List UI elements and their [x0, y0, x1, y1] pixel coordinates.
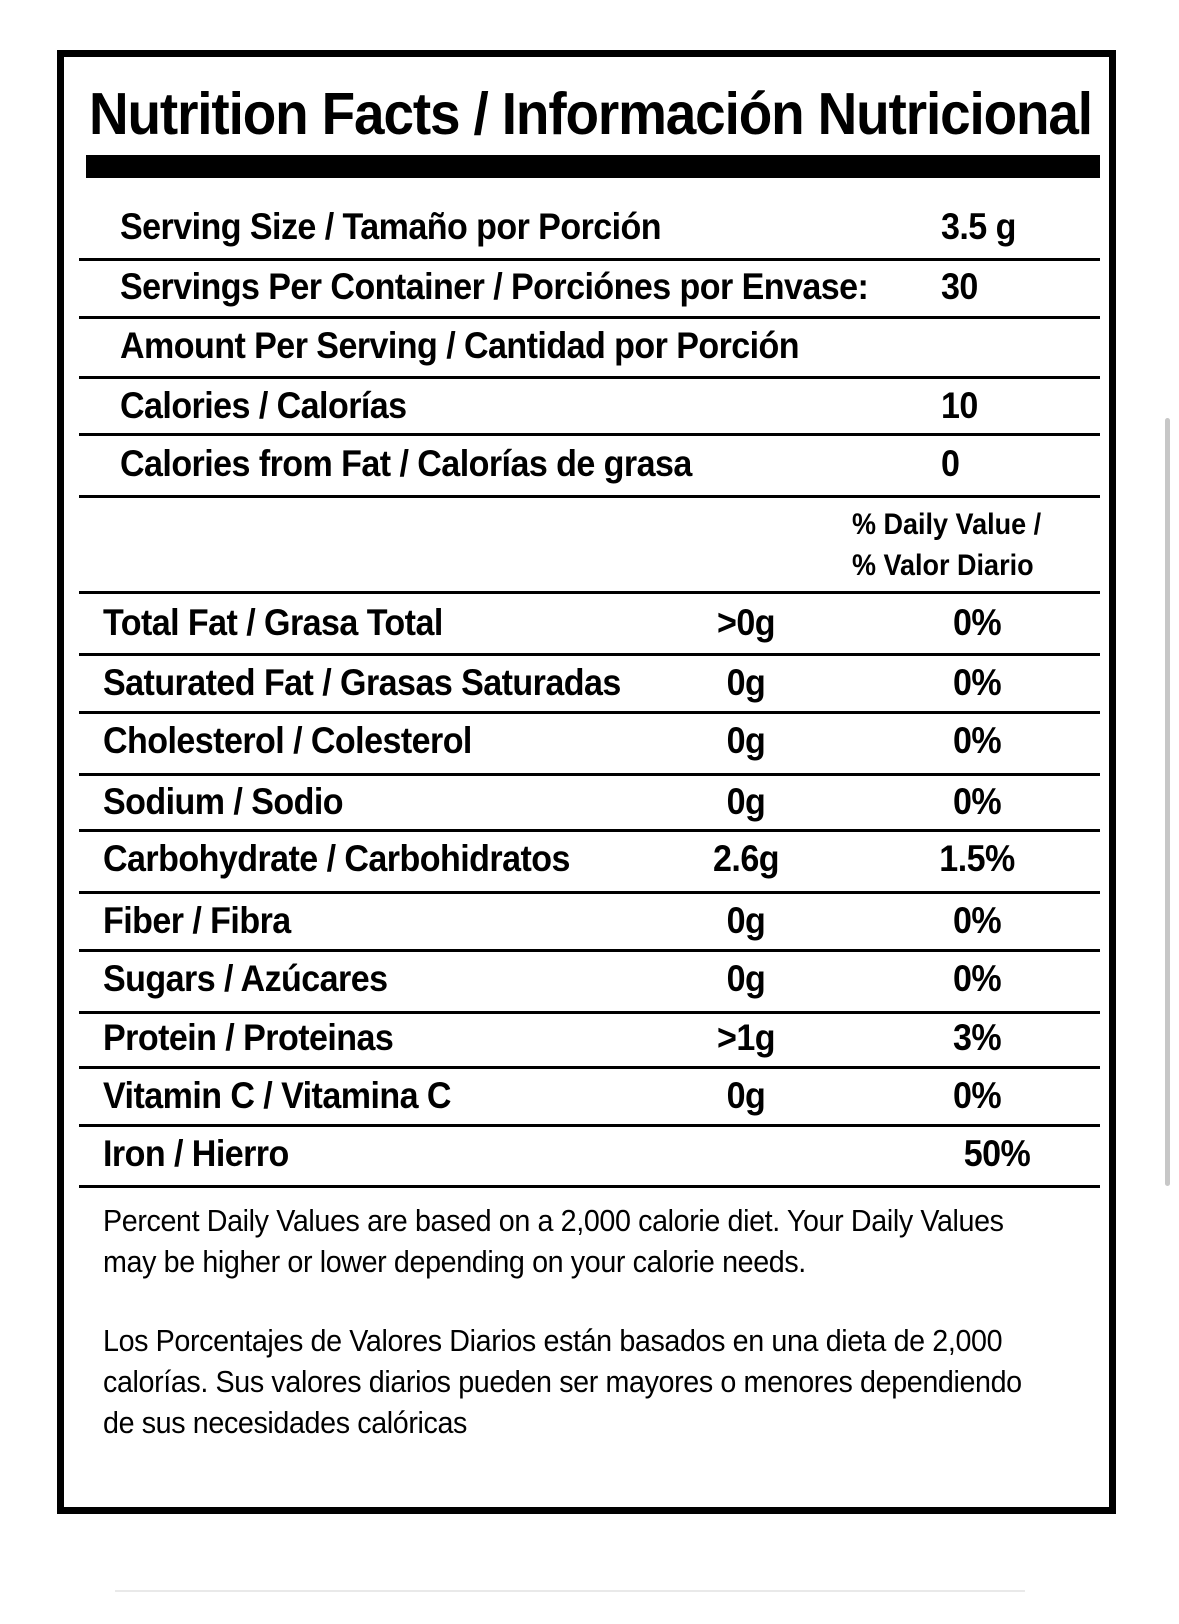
nutrient-name: Fiber / Fibra: [103, 900, 291, 941]
nutrition-label: [57, 50, 1116, 1514]
nutrient-amount: 0g: [726, 1075, 766, 1116]
serving-size-row: [79, 193, 1100, 261]
nutrient-amount: 2.6g: [713, 838, 779, 879]
nutrient-row-saturated-fat: [79, 656, 1100, 714]
nutrient-row-carbohydrate: [79, 832, 1100, 894]
nutrient-name: Cholesterol / Colesterol: [103, 720, 472, 761]
nutrient-amount: 0g: [726, 958, 766, 999]
nutrient-row-iron: [79, 1127, 1100, 1188]
servings-per-container-value: 30: [941, 266, 978, 307]
nutrient-name: Carbohydrate / Carbohidratos: [103, 838, 570, 879]
nutrient-row-cholesterol: [79, 714, 1100, 776]
daily-value-header-en: % Daily Value /: [852, 508, 1042, 541]
nutrient-daily-value: 50%: [963, 1133, 1031, 1174]
nutrient-amount: 0g: [726, 781, 766, 822]
amount-per-serving-label: Amount Per Serving / Cantidad por Porción: [120, 325, 800, 366]
nutrient-row-protein: [79, 1014, 1100, 1069]
nutrient-name: Vitamin C / Vitamina C: [103, 1075, 451, 1116]
nutrient-name: Iron / Hierro: [103, 1133, 289, 1174]
daily-value-header-es: % Valor Diario: [852, 549, 1034, 582]
nutrient-daily-value: 0%: [952, 720, 1002, 761]
nutrient-daily-value: 0%: [952, 602, 1002, 643]
nutrient-name: Sugars / Azúcares: [103, 958, 388, 999]
nutrient-daily-value: 0%: [952, 900, 1002, 941]
serving-size-value: 3.5 g: [941, 206, 1016, 247]
nutrient-row-sodium: [79, 776, 1100, 832]
calories-row: [79, 379, 1100, 436]
nutrient-daily-value: 0%: [952, 662, 1002, 703]
page-divider: [115, 1590, 1025, 1592]
title-divider-bar: [86, 155, 1100, 178]
nutrient-daily-value: 3%: [952, 1017, 1002, 1058]
scrollbar-thumb[interactable]: [1165, 418, 1170, 1186]
nutrient-amount: >1g: [717, 1017, 775, 1058]
calories-from-fat-label: Calories from Fat / Calorías de grasa: [120, 443, 692, 484]
footnote-spanish: Los Porcentajes de Valores Diarios están basados en una dieta de 2,000 calorías. Sus valores diarios pueden ser mayores o menores dependiendo de sus necesidades calóricas: [103, 1324, 1022, 1440]
nutrient-name: Total Fat / Grasa Total: [103, 602, 443, 643]
nutrient-daily-value: 0%: [952, 781, 1002, 822]
nutrient-amount: 0g: [726, 720, 766, 761]
amount-per-serving-row: [79, 319, 1100, 379]
calories-label: Calories / Calorías: [120, 385, 407, 426]
nutrient-amount: 0g: [726, 662, 766, 703]
calories-from-fat-value: 0: [941, 443, 960, 484]
servings-per-container-label: Servings Per Container / Porciónes por Envase:: [120, 266, 869, 307]
nutrient-amount: >0g: [717, 602, 775, 643]
nutrient-name: Protein / Proteinas: [103, 1017, 394, 1058]
nutrient-daily-value: 0%: [952, 1075, 1002, 1116]
label-title: Nutrition Facts / Información Nutricional: [89, 81, 1092, 147]
nutrient-name: Saturated Fat / Grasas Saturadas: [103, 662, 621, 703]
nutrient-amount: 0g: [726, 900, 766, 941]
nutrient-daily-value: 0%: [952, 958, 1002, 999]
calories-value: 10: [941, 385, 978, 426]
serving-size-label: Serving Size / Tamaño por Porción: [120, 206, 662, 247]
nutrient-name: Sodium / Sodio: [103, 781, 344, 822]
nutrient-row-vitamin-c: [79, 1069, 1100, 1127]
servings-per-container-row: [79, 261, 1100, 319]
nutrient-daily-value: 1.5%: [939, 838, 1015, 879]
calories-from-fat-row: [79, 436, 1100, 498]
daily-value-header-row: [79, 498, 1100, 594]
nutrient-row-total-fat: [79, 594, 1100, 656]
nutrient-row-sugars: [79, 952, 1100, 1014]
nutrient-row-fiber: [79, 894, 1100, 952]
footnote-english: Percent Daily Values are based on a 2,000 calorie diet. Your Daily Values may be higher or lower depending on your calorie needs.: [103, 1204, 1004, 1279]
